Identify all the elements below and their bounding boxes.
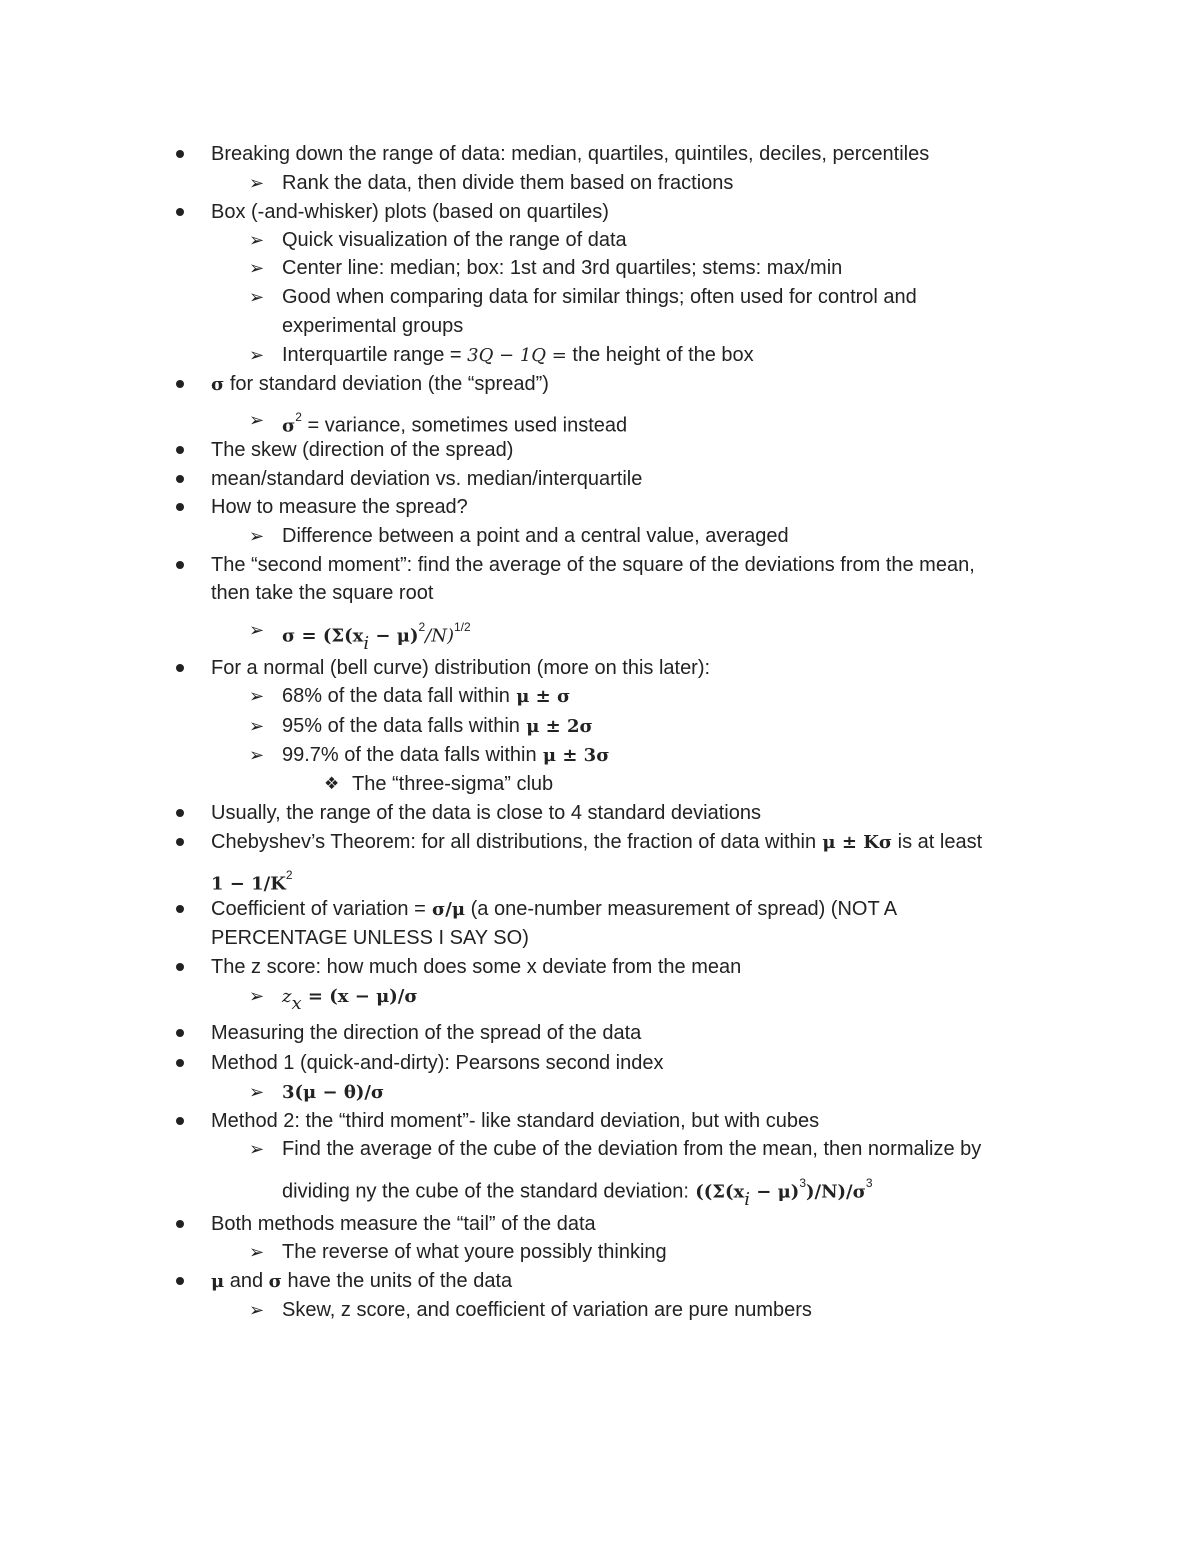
- formula: σ/μ: [425, 899, 466, 920]
- list-item-text: Method 1 (quick-and-dirty): Pearsons second index: [211, 1052, 664, 1074]
- list-item-text: dividing ny the cube of the standard deviation: $((\Sigma(x_i - \mu)^3)/N)/\sigma^3$: [282, 1176, 873, 1210]
- bullet-dot-icon: [176, 495, 184, 519]
- list-item-text: Interquartile range = 3Q − 1Q = the height of the box: [282, 344, 754, 366]
- formula: 3Q − 1Q =: [467, 345, 567, 366]
- list-item-text: $\sigma^2$ = variance, sometimes used instead: [282, 410, 628, 437]
- bullet-dot-icon: [176, 467, 184, 491]
- list-item-text: The “three-sigma” club: [352, 773, 554, 795]
- bullet-arrow-icon: ➢: [249, 686, 265, 706]
- bullet-arrow-icon: ➢: [249, 526, 265, 546]
- bullet-arrow-icon: ➢: [249, 1242, 265, 1262]
- list-item-text: Good when comparing data for similar things; often used for control and: [282, 286, 917, 308]
- bullet-arrow-icon: ➢: [249, 1300, 265, 1320]
- bullet-arrow-icon: ➢: [249, 620, 265, 640]
- bullet-arrow-icon: ➢: [249, 258, 265, 278]
- list-item-text: The reverse of what youre possibly thinking: [282, 1241, 667, 1263]
- formula: $\sigma = (\Sigma(x_i - \mu)^2/N)^{1/2}$: [282, 620, 471, 654]
- list-item-text: Find the average of the cube of the deviation from the mean, then normalize by: [282, 1138, 982, 1160]
- list-item-text: Quick visualization of the range of data: [282, 229, 627, 251]
- formula: μ ± σ: [509, 686, 571, 707]
- list-item-text: Center line: median; box: 1st and 3rd quartiles; stems: max/min: [282, 257, 843, 279]
- bullet-arrow-icon: ➢: [249, 745, 265, 765]
- bullet-arrow-icon: ➢: [249, 345, 265, 365]
- list-item-text: Chebyshev’s Theorem: for all distributions, the fraction of data within μ ± Kσ is at least: [211, 831, 983, 853]
- formula: $1 - 1/K^2$: [211, 868, 293, 895]
- bullet-arrow-icon: ➢: [249, 1139, 265, 1159]
- bullet-dot-icon: [176, 656, 184, 680]
- list-item-text: Coefficient of variation = σ/μ (a one-number measurement of spread) (NOT A: [211, 898, 898, 920]
- formula: σ: [282, 415, 296, 437]
- list-item-text: mean/standard deviation vs. median/interquartile: [211, 468, 643, 490]
- bullet-dot-icon: [176, 1212, 184, 1236]
- bullet-arrow-icon: ➢: [249, 287, 265, 307]
- list-item-text: The “second moment”: find the average of the square of the deviations from the mean,: [211, 554, 975, 576]
- bullet-dot-icon: [176, 1109, 184, 1133]
- formula: μ ± 2σ: [519, 716, 593, 737]
- bullet-dot-icon: [176, 142, 184, 166]
- list-item-text: The z score: how much does some x deviate from the mean: [211, 956, 742, 978]
- bullet-arrow-icon: ➢: [249, 410, 265, 430]
- bullet-dot-icon: [176, 830, 184, 854]
- bullet-dot-icon: [176, 438, 184, 462]
- bullet-dot-icon: [176, 801, 184, 825]
- list-item-text: Measuring the direction of the spread of the data: [211, 1022, 642, 1044]
- list-item-text: Usually, the range of the data is close to 4 standard deviations: [211, 802, 761, 824]
- list-item-text: Breaking down the range of data: median, quartiles, quintiles, deciles, percentiles: [211, 143, 930, 165]
- bullet-arrow-icon: ➢: [249, 173, 265, 193]
- bullet-diamond-icon: ❖: [324, 774, 340, 793]
- list-item-text: Rank the data, then divide them based on fractions: [282, 172, 734, 194]
- list-item-text: Both methods measure the “tail” of the data: [211, 1213, 596, 1235]
- bullet-dot-icon: [176, 372, 184, 396]
- bullet-dot-icon: [176, 897, 184, 921]
- formula: 3(μ − θ)/σ: [282, 1082, 385, 1103]
- list-item-text: 68% of the data fall within μ ± σ: [282, 685, 571, 707]
- list-item-text: then take the square root: [211, 582, 434, 604]
- formula: μ: [211, 1271, 225, 1292]
- formula: $z_x = (x - \mu)/\sigma$: [282, 986, 418, 1014]
- formula: μ ± Kσ: [816, 832, 893, 853]
- formula: σ: [211, 374, 225, 395]
- formula: μ ± 3σ: [536, 745, 610, 766]
- list-item-text: σ for standard deviation (the “spread”): [211, 373, 549, 395]
- bullet-dot-icon: [176, 1021, 184, 1045]
- list-item-text: 95% of the data falls within μ ± 2σ: [282, 715, 593, 737]
- list-item-text: experimental groups: [282, 315, 464, 337]
- list-item-text: Difference between a point and a central value, averaged: [282, 525, 789, 547]
- bullet-arrow-icon: ➢: [249, 230, 265, 250]
- bullet-dot-icon: [176, 1269, 184, 1293]
- bullet-dot-icon: [176, 553, 184, 577]
- list-item-text: The skew (direction of the spread): [211, 439, 514, 461]
- list-item-text: 99.7% of the data falls within μ ± 3σ: [282, 744, 610, 766]
- bullet-arrow-icon: ➢: [249, 716, 265, 736]
- list-item-text: Method 2: the “third moment”- like standard deviation, but with cubes: [211, 1110, 820, 1132]
- formula: σ: [268, 1271, 282, 1292]
- list-item-text: How to measure the spread?: [211, 496, 468, 518]
- list-item-text: For a normal (bell curve) distribution (more on this later):: [211, 657, 711, 679]
- bullet-dot-icon: [176, 955, 184, 979]
- formula: ((Σ(x: [688, 1181, 745, 1203]
- list-item-text: Box (-and-whisker) plots (based on quartiles): [211, 201, 609, 223]
- list-item-text: PERCENTAGE UNLESS I SAY SO): [211, 927, 529, 949]
- bullet-arrow-icon: ➢: [249, 986, 265, 1006]
- bullet-arrow-icon: ➢: [249, 1082, 265, 1102]
- list-item-text: Skew, z score, and coefficient of variation are pure numbers: [282, 1299, 812, 1321]
- bullet-dot-icon: [176, 1051, 184, 1075]
- bullet-dot-icon: [176, 200, 184, 224]
- list-item-text: μ and σ have the units of the data: [211, 1270, 513, 1292]
